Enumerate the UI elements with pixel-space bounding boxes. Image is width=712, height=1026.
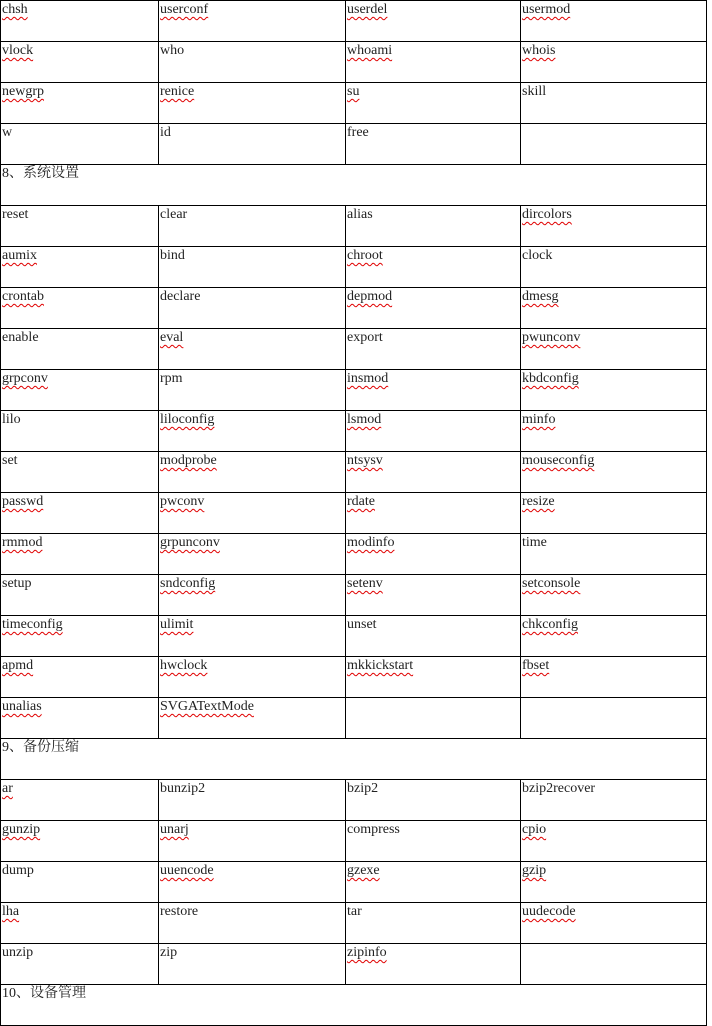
command-cell [1, 247, 159, 288]
section-heading-row [1, 165, 707, 206]
command-name: minfo [522, 412, 556, 427]
command-name: apmd [2, 658, 34, 673]
command-cell [159, 657, 346, 698]
command-cell [521, 780, 707, 821]
command-cell [346, 83, 521, 124]
command-cell [346, 370, 521, 411]
command-name: dircolors [522, 207, 572, 222]
command-name: ulimit [160, 617, 194, 632]
command-cell [159, 452, 346, 493]
command-cell [1, 493, 159, 534]
command-name: restore [160, 904, 199, 919]
command-cell [159, 780, 346, 821]
command-name: gzexe [347, 863, 380, 878]
command-cell [159, 698, 346, 739]
command-cell [1, 903, 159, 944]
table-row [1, 698, 707, 739]
command-name: vlock [2, 43, 34, 58]
command-cell [346, 657, 521, 698]
command-cell [159, 247, 346, 288]
empty-cell [521, 944, 707, 985]
command-name: bzip2recover [522, 781, 596, 796]
command-cell [1, 124, 159, 165]
command-cell [159, 903, 346, 944]
command-name: set [2, 453, 18, 468]
section-heading-cell [1, 165, 707, 206]
command-name: userdel [347, 2, 388, 17]
command-name: clock [522, 248, 553, 263]
command-name: mouseconfig [522, 453, 595, 468]
command-cell [346, 821, 521, 862]
command-name: insmod [347, 371, 389, 386]
command-name: zip [160, 945, 178, 960]
command-name: gzip [522, 863, 547, 878]
command-cell [1, 780, 159, 821]
command-cell [1, 42, 159, 83]
command-name: whoami [347, 43, 393, 58]
command-name: enable [2, 330, 39, 345]
command-cell [346, 616, 521, 657]
table-row [1, 411, 707, 452]
command-cell [1, 452, 159, 493]
table-row [1, 206, 707, 247]
command-name: usermod [522, 2, 571, 17]
command-name: renice [160, 84, 195, 99]
table-row [1, 1, 707, 42]
command-name: time [522, 535, 547, 550]
command-name: depmod [347, 289, 393, 304]
command-cell [346, 206, 521, 247]
command-cell [159, 1, 346, 42]
command-cell [521, 288, 707, 329]
table-row [1, 329, 707, 370]
table-row [1, 616, 707, 657]
command-name: fbset [522, 658, 550, 673]
command-name: modprobe [160, 453, 217, 468]
table-row [1, 575, 707, 616]
command-cell [521, 534, 707, 575]
command-cell [1, 411, 159, 452]
command-cell [346, 575, 521, 616]
command-cell [159, 42, 346, 83]
table-row [1, 452, 707, 493]
command-cell [159, 124, 346, 165]
command-cell [1, 575, 159, 616]
table-row [1, 83, 707, 124]
command-name: pwconv [160, 494, 205, 509]
empty-cell [346, 698, 521, 739]
command-cell [346, 903, 521, 944]
command-name: newgrp [2, 84, 44, 99]
table-row [1, 493, 707, 534]
command-cell [521, 903, 707, 944]
command-cell [159, 370, 346, 411]
command-cell [346, 329, 521, 370]
command-name: who [160, 43, 185, 58]
command-name: bind [160, 248, 185, 263]
command-table-body [1, 1, 707, 1026]
command-name: clear [160, 207, 188, 222]
command-name: compress [347, 822, 400, 837]
command-name: su [347, 84, 360, 99]
command-name: resize [522, 494, 555, 509]
command-name: userconf [160, 2, 209, 17]
table-row [1, 370, 707, 411]
command-cell [346, 780, 521, 821]
command-cell [346, 944, 521, 985]
command-name: rdate [347, 494, 375, 509]
command-name: cpio [522, 822, 547, 837]
table-row [1, 944, 707, 985]
command-name: gunzip [2, 822, 41, 837]
command-name: lha [2, 904, 20, 919]
table-row [1, 288, 707, 329]
command-cell [346, 124, 521, 165]
command-name: passwd [2, 494, 44, 509]
command-cell [159, 575, 346, 616]
command-name: ntsysv [347, 453, 383, 468]
command-name: pwunconv [522, 330, 581, 345]
command-name: rpm [160, 371, 183, 386]
command-name: whois [522, 43, 556, 58]
command-cell [159, 329, 346, 370]
command-cell [521, 1, 707, 42]
section-heading: 10、设备管理 [2, 986, 86, 1001]
command-cell [521, 83, 707, 124]
command-cell [1, 944, 159, 985]
command-cell [346, 247, 521, 288]
command-name: id [160, 125, 171, 140]
table-row [1, 903, 707, 944]
section-heading: 8、系统设置 [2, 166, 79, 181]
command-cell [1, 616, 159, 657]
command-name: rmmod [2, 535, 43, 550]
command-cell [346, 534, 521, 575]
command-cell [521, 206, 707, 247]
command-cell [521, 821, 707, 862]
empty-cell [521, 698, 707, 739]
command-name: ar [2, 781, 13, 796]
command-cell [521, 42, 707, 83]
command-cell [159, 821, 346, 862]
command-name: aumix [2, 248, 37, 263]
command-cell [1, 329, 159, 370]
command-name: uudecode [522, 904, 576, 919]
command-name: dmesg [522, 289, 559, 304]
command-cell [521, 329, 707, 370]
command-cell [159, 616, 346, 657]
command-cell [159, 944, 346, 985]
command-name: grpunconv [160, 535, 220, 550]
command-cell [521, 411, 707, 452]
command-cell [346, 452, 521, 493]
section-heading-cell [1, 985, 707, 1026]
command-cell [521, 575, 707, 616]
command-name: unarj [160, 822, 189, 837]
command-cell [521, 657, 707, 698]
command-cell [1, 1, 159, 42]
command-name: kbdconfig [522, 371, 579, 386]
command-cell [159, 411, 346, 452]
table-row [1, 862, 707, 903]
command-cell [521, 493, 707, 534]
command-name: bunzip2 [160, 781, 206, 796]
command-cell [159, 83, 346, 124]
table-row [1, 124, 707, 165]
command-name: timeconfig [2, 617, 63, 632]
command-cell [521, 370, 707, 411]
table-row [1, 534, 707, 575]
command-name: unzip [2, 945, 34, 960]
command-name: uuencode [160, 863, 214, 878]
command-name: liloconfig [160, 412, 215, 427]
command-name: lilo [2, 412, 21, 427]
command-cell [159, 493, 346, 534]
command-name: skill [522, 84, 547, 99]
command-cell [159, 862, 346, 903]
command-name: export [347, 330, 383, 345]
table-row [1, 821, 707, 862]
command-cell [1, 83, 159, 124]
section-heading-row [1, 985, 707, 1026]
command-cell [1, 698, 159, 739]
command-cell [346, 288, 521, 329]
command-cell [1, 534, 159, 575]
command-name: tar [347, 904, 362, 919]
command-name: chroot [347, 248, 383, 263]
empty-cell [521, 124, 707, 165]
command-cell [1, 206, 159, 247]
command-cell [1, 862, 159, 903]
command-cell [346, 1, 521, 42]
command-cell [346, 411, 521, 452]
command-name: reset [2, 207, 29, 222]
table-row [1, 657, 707, 698]
command-name: setenv [347, 576, 383, 591]
section-heading: 9、备份压缩 [2, 740, 79, 755]
section-heading-row [1, 739, 707, 780]
command-name: SVGATextMode [160, 699, 254, 714]
command-name: chkconfig [522, 617, 578, 632]
table-row [1, 780, 707, 821]
table-row [1, 247, 707, 288]
command-cell [1, 821, 159, 862]
command-cell [1, 370, 159, 411]
command-name: alias [347, 207, 373, 222]
command-name: bzip2 [347, 781, 379, 796]
command-name: setup [2, 576, 32, 591]
command-name: lsmod [347, 412, 382, 427]
command-name: eval [160, 330, 184, 345]
command-cell [159, 534, 346, 575]
command-name: zipinfo [347, 945, 387, 960]
command-name: sndconfig [160, 576, 216, 591]
command-name: free [347, 125, 369, 140]
command-name: declare [160, 289, 201, 304]
command-name: hwclock [160, 658, 208, 673]
command-name: chsh [2, 2, 28, 17]
command-cell [1, 657, 159, 698]
command-name: crontab [2, 289, 44, 304]
command-cell [521, 452, 707, 493]
command-name: grpconv [2, 371, 48, 386]
command-name: unalias [2, 699, 42, 714]
command-cell [1, 288, 159, 329]
command-name: dump [2, 863, 34, 878]
command-cell [521, 247, 707, 288]
command-name: modinfo [347, 535, 395, 550]
command-cell [159, 288, 346, 329]
command-cell [521, 862, 707, 903]
command-cell [346, 862, 521, 903]
table-row [1, 42, 707, 83]
command-cell [521, 616, 707, 657]
command-name: w [2, 125, 13, 140]
command-name: setconsole [522, 576, 581, 591]
command-cell [346, 42, 521, 83]
command-cell [346, 493, 521, 534]
section-heading-cell [1, 739, 707, 780]
command-cell [159, 206, 346, 247]
command-name: mkkickstart [347, 658, 414, 673]
command-name: unset [347, 617, 377, 632]
